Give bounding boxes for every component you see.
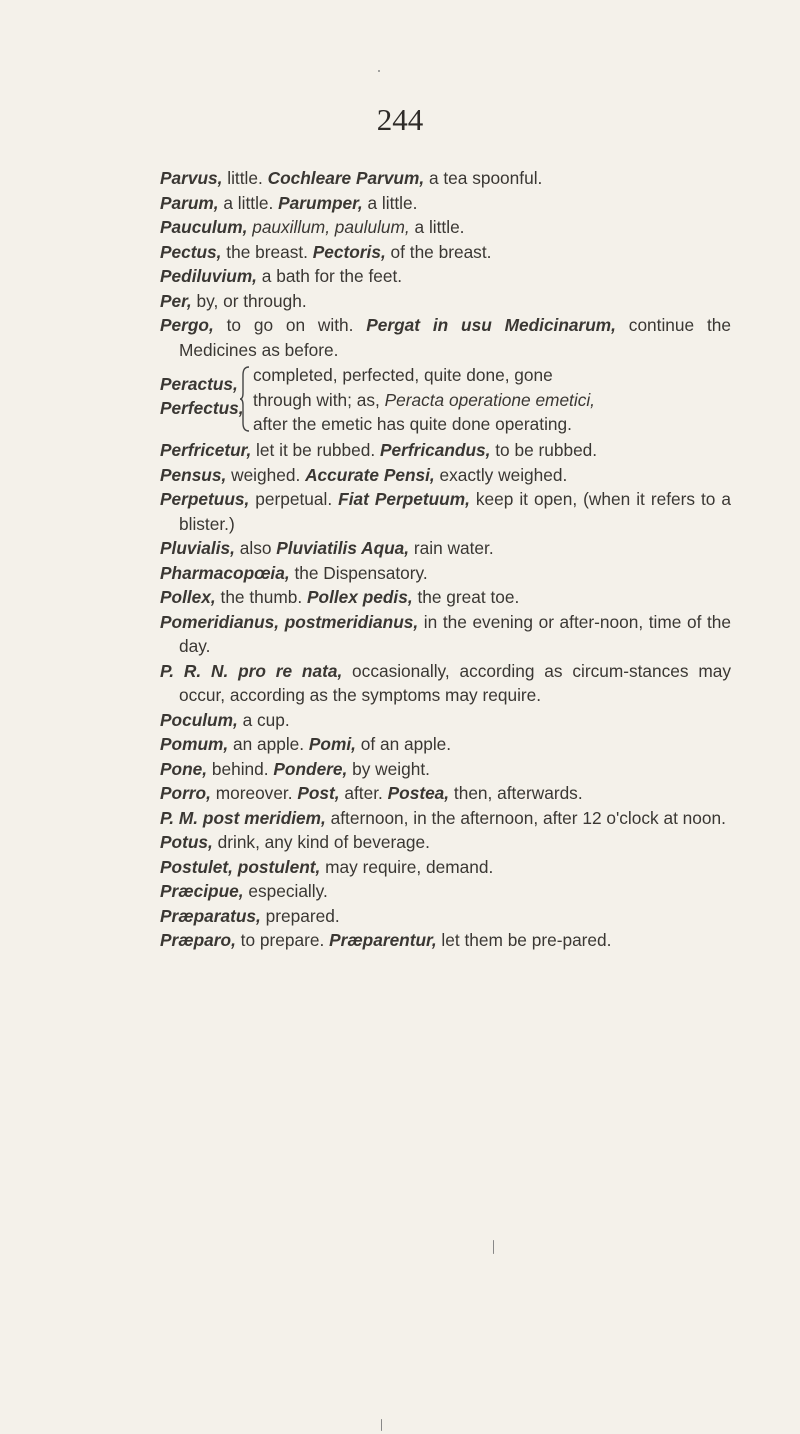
entry-pm: P. M. post meridiem, afternoon, in the afternoon, after 12 o'clock at noon. <box>160 807 726 828</box>
entry-praeparatus: Præparatus, prepared. <box>160 905 340 926</box>
entry-pomeridianus: Pomeridianus, postmeridianus, in the evening or after-noon, time of the day. <box>160 611 731 656</box>
entry-postulet: Postulet, postulent, may require, demand. <box>160 856 494 877</box>
curly-brace-icon <box>240 365 250 433</box>
paper-speck <box>493 1240 494 1254</box>
glossary-entries <box>0 166 800 953</box>
entry-peractus-perfectus <box>0 363 800 437</box>
entry-potus: Potus, drink, any kind of beverage. <box>160 832 430 852</box>
entry-prn: P. R. N. pro re nata, occasionally, according as circum-stances may occur, according as the symptoms may require. <box>160 660 731 705</box>
entry-perfricetur: Perfricetur, let it be rubbed. Perfricandus, to be rubbed. <box>160 440 598 460</box>
entry-praeparo: Præparo, to prepare. Præparentur, let them be pre-pared. <box>160 930 612 950</box>
entry-praecipue: Præcipue, especially. <box>160 881 328 901</box>
bracket-definition: completed, perfected, quite done, gone through with; as, Peracta operatione emetici, after the emetic has quite done operating. <box>253 365 595 434</box>
paper-speck <box>378 70 380 72</box>
entry-pluvialis: Pluvialis, also Pluviatilis Aqua, rain water. <box>160 538 494 558</box>
page-number: 244 <box>376 102 424 137</box>
entry-pergo: Pergo, to go on with. Pergat in usu Medicinarum, continue the Medicines as before. <box>160 315 731 360</box>
entry-porro: Porro, moreover. Post, after. Postea, then, afterwards. <box>160 783 583 803</box>
paper-speck <box>381 1419 382 1431</box>
entry-pomum: Pomum, an apple. Pomi, of an apple. <box>160 734 452 754</box>
entry-pharmacopoeia: Pharmacopœia, the Dispensatory. <box>160 562 428 583</box>
entry-poculum: Poculum, a cup. <box>160 709 290 730</box>
entry-pollex: Pollex, the thumb. Pollex pedis, the great toe. <box>160 587 520 607</box>
entry-pediluvium: Pediluvium, a bath for the feet. <box>160 266 403 286</box>
entry-per: Per, by, or through. <box>160 290 307 311</box>
entry-perpetuus: Perpetuus, perpetual. Fiat Perpetuum, keep it open, (when it refers to a blister.) <box>160 489 731 534</box>
entry-pauculum: Pauculum, pauxillum, paululum, a little. <box>160 217 465 237</box>
entry-pone: Pone, behind. Pondere, by weight. <box>160 758 430 779</box>
bracket-headwords: Peractus, Perfectus, <box>160 374 244 418</box>
entry-pectus: Pectus, the breast. Pectoris, of the breast. <box>160 241 492 262</box>
entry-parum: Parum, a little. Parumper, a little. <box>160 192 418 213</box>
entry-pensus: Pensus, weighed. Accurate Pensi, exactly weighed. <box>160 464 568 485</box>
entry-parvus: Parvus, little. Cochleare Parvum, a tea spoonful. <box>160 168 543 188</box>
